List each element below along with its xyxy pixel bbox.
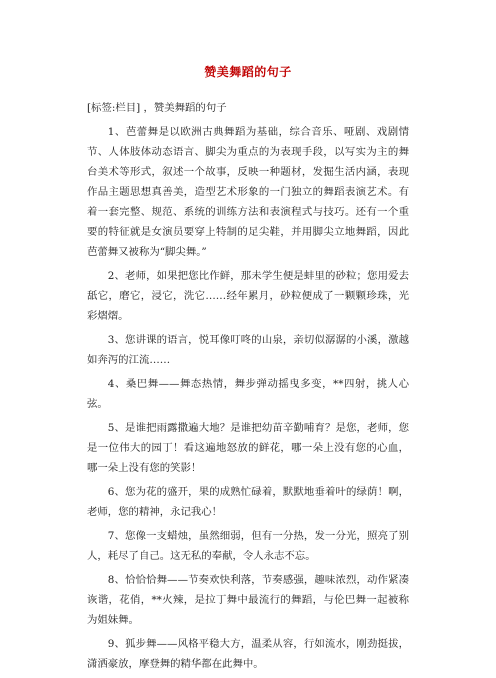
document-title: 赞美舞蹈的句子 [204,65,292,79]
tag-line: [标签:栏目] ，赞美舞蹈的句子 [87,102,227,114]
paragraph: 1、芭蕾舞是以欧洲古典舞蹈为基础，综合音乐、哑剧、戏剧情节、人体肢体动态语言、脚尖为重点的为表现手段，以写实为主的舞台美术等形式，叙述一个故事，反映一种题材，发掘生活内涵，表现作品主题思想真善美，造型艺术形象的一门独立的舞蹈表演艺术。有着一套完整、规范、系统的训练方法和表演程式与技巧。还有一个重要的特征就是女演员要穿上特制的足尖鞋，并用脚尖立地舞蹈，因此芭蕾舞又被称为“脚尖舞。” [87,126,409,258]
paragraph: 8、恰恰恰舞——节奏欢快利落，节奏感强，趣味浓烈，动作紧凑诙谐，花俏，**火辣，是拉丁舞中最流行的舞蹈，与伦巴舞一起被称为姐妹舞。 [87,574,409,626]
document-body [87,98,409,678]
paragraph: 3、您讲课的语言，悦耳像叮咚的山泉，亲切似潺潺的小溪，激越如奔泻的江流…… [87,334,409,366]
paragraph: 6、您为花的盛开，果的成熟忙碌着，默默地垂着叶的绿荫！啊，老师，您的精神，永记我心！ [87,486,409,518]
paragraph: 4、桑巴舞——舞态热情，舞步弹动摇曳多变，**四射，挑人心弦。 [87,378,409,410]
paragraph: 9、狐步舞——风格平稳大方，温柔从容，行如流水，刚劲挺拔，潇洒豪放，摩登舞的精华都在此舞中。 [87,638,409,670]
paragraph: 7、您像一支蜡烛，虽然细弱，但有一分热，发一分光，照亮了别人，耗尽了自己。这无私的奉献，令人永志不忘。 [87,530,409,562]
paragraph: 2、老师，如果把您比作鲜，那未学生便是蚌里的砂粒；您用爱去舐它，磨它，浸它，洗它……经年累月，砂粒便成了一颗颗珍珠，光彩熠熠。 [87,270,409,322]
paragraph: 5、是谁把雨露撒遍大地？是谁把幼苗辛勤哺育？是您，老师，您是一位伟大的园丁！看这遍地怒放的鲜花，哪一朵上没有您的心血，哪一朵上没有您的笑影！ [87,422,409,474]
